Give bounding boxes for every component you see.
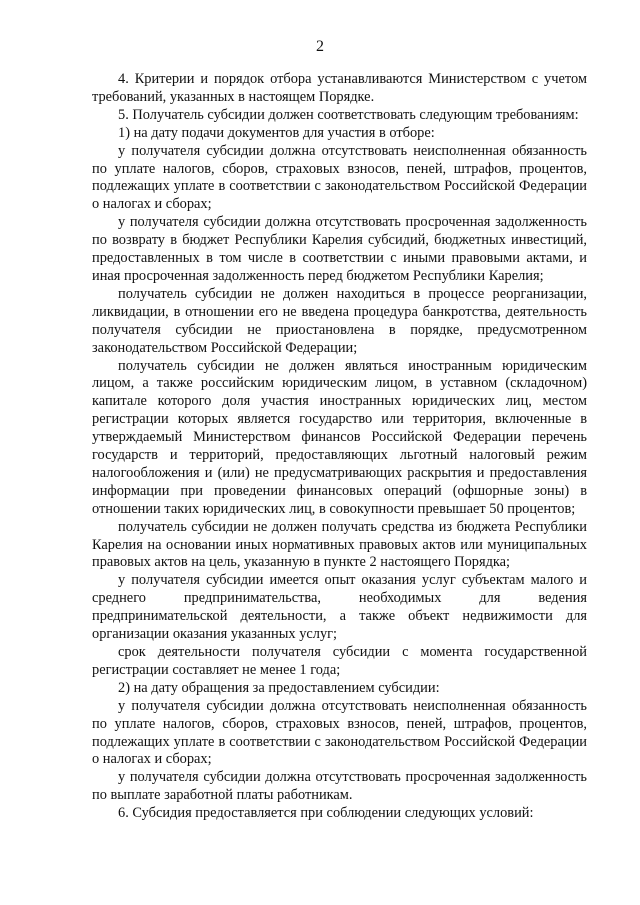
paragraph-conditions: 6. Субсидия предоставляется при соблюдении следующих условий: [118,805,534,822]
paragraph-activity-term: срок деятельности получателя субсидии с момента государственной регистрации составляет не менее 1 года; [92,644,587,678]
paragraph-experience: у получателя субсидии имеется опыт оказания услуг субъектам малого и среднего предпринимательства, необходимых для ведения предпринимательской деятельности, а также объект недвижимости для организации оказания указанных услуг; [92,572,587,643]
paragraph-no-tax-debt-2: у получателя субсидии должна отсутствовать неисполненная обязанность по уплате налогов, сборов, страховых взносов, пеней, штрафов, процентов, подлежащих уплате в соответствии с законодательством Российской Федерации о налогах и сборах; [92,697,587,768]
paragraph-no-wage-debt: у получателя субсидии должна отсутствовать просроченная задолженность по выплате заработной платы работникам. [92,769,587,804]
paragraph-no-tax-debt: у получателя субсидии должна отсутствовать неисполненная обязанность по уплате налогов, сборов, страховых взносов, пеней, штрафов, процентов, подлежащих уплате в соответствии с законодательством Российской Федерации о налогах и сборах; [92,142,587,213]
paragraph-criteria: 4. Критерии и порядок отбора устанавливаются Министерством с учетом требований, указанных в настоящем Порядке. [92,71,587,105]
paragraph-on-application-date: 2) на дату обращения за предоставлением субсидии: [118,679,440,696]
paragraph-requirements: 5. Получатель субсидии должен соответствовать следующим требованиям: [118,106,579,123]
paragraph-no-reorganization: получатель субсидии не должен находиться в процессе реорганизации, ликвидации, в отношении его не введена процедура банкротства, деятельность получателя субсидии не приостановлена в порядке, предусмотренном законодательством Российской Федерации; [92,285,587,356]
document-body [92,71,587,823]
paragraph-no-overdue-debt: у получателя субсидии должна отсутствовать просроченная задолженность по возврату в бюджет Республики Карелия субсидий, бюджетных инвестиций, предоставленных в том числе в соответствии с иными правовыми актами, и иная просроченная задолженность перед бюджетом Республики Карелия; [92,214,587,284]
paragraph-on-submission-date: 1) на дату подачи документов для участия в отборе: [118,124,435,141]
paragraph-not-foreign-entity: получатель субсидии не должен являться иностранным юридическим лицом, а также российским юридическим лицом, в уставном (складочном) капитале которого доля участия иностранных юридических лиц, местом регистрации которых является государство или территория, включенные в утверждаемый Министерством финансов Российской Федерации перечень государств и территорий, предоставляющих льготный налоговый режим налогообложения и (или) не предусматривающих раскрытия и предоставления информации при проведении финансовых операций (офшорные зоны) в отношении таких юридических лиц, в совокупности превышает 50 процентов; [92,357,587,517]
paragraph-no-other-funding: получатель субсидии не должен получать средства из бюджета Республики Карелия на основании иных нормативных правовых актов или муниципальных правовых актов на цель, указанную в пункте 2 настоящего Порядка; [92,518,587,571]
page-number: 2 [316,38,324,55]
